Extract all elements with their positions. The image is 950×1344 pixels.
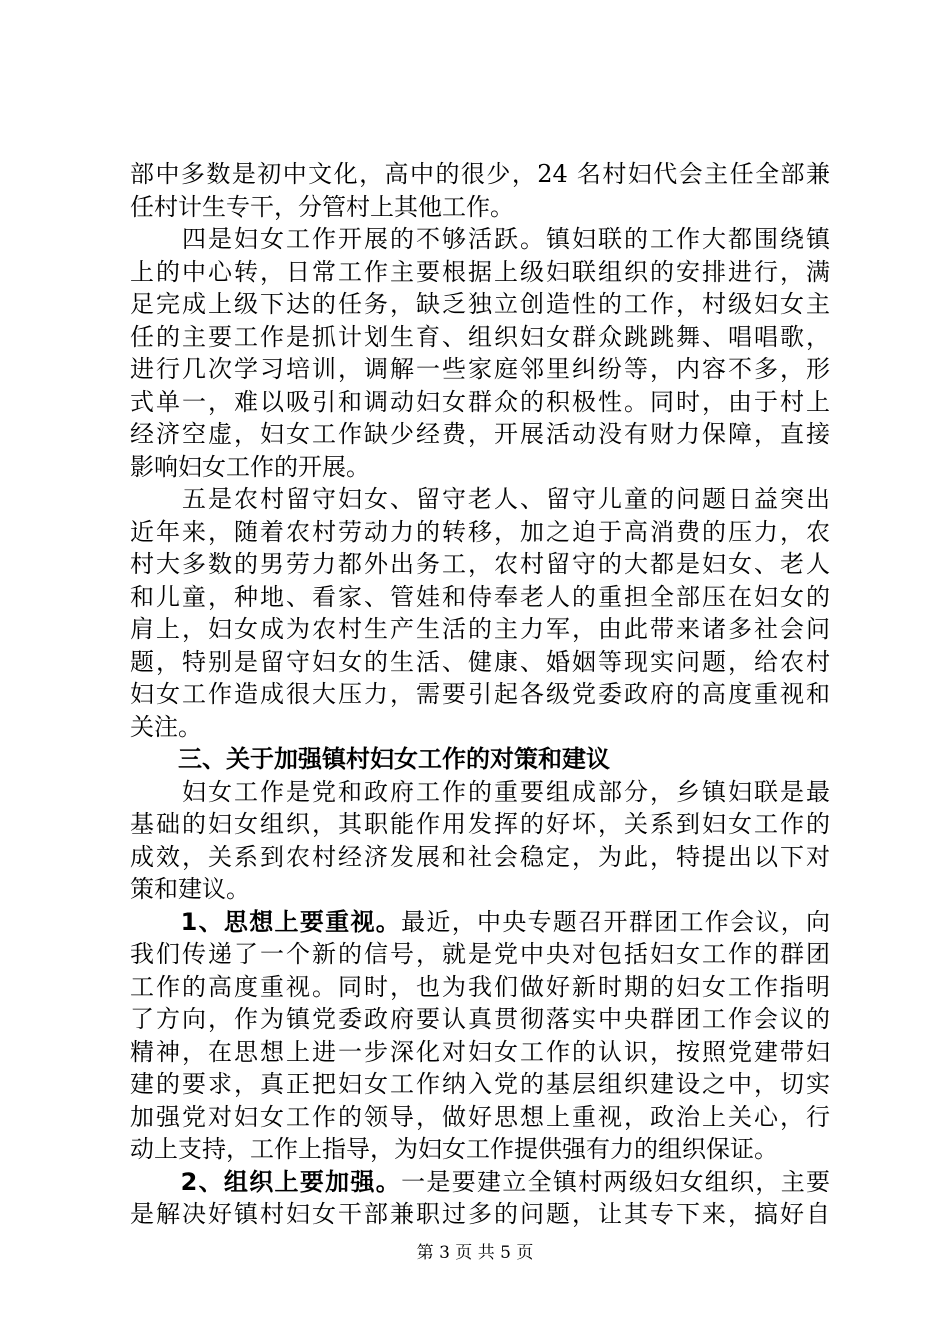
- body-line: 进行几次学习培训，调解一些家庭邻里纠纷等，内容不多，形: [130, 355, 830, 383]
- body-line: 任村计生专干，分管村上其他工作。: [130, 193, 514, 221]
- body-line: 关注。: [130, 713, 202, 741]
- body-line: 近年来，随着农村劳动力的转移，加之迫于高消费的压力，农: [130, 518, 830, 546]
- body-line: 加强党对妇女工作的领导，做好思想上重视，政治上关心，行: [130, 1103, 830, 1131]
- body-line: 策和建议。: [130, 875, 250, 903]
- body-line: 影响妇女工作的开展。: [130, 453, 370, 481]
- body-line: 精神，在思想上进一步深化对妇女工作的认识，按照党建带妇: [130, 1038, 830, 1066]
- body-text: 最近，中央专题召开群团工作会议，向: [401, 908, 831, 936]
- body-line: [130, 906, 830, 938]
- body-line: 肩上，妇女成为农村生产生活的主力军，由此带来诸多社会问: [130, 615, 830, 643]
- body-line: 了方向，作为镇党委政府要认真贯彻落实中央群团工作会议的: [130, 1005, 830, 1033]
- body-line: 妇女工作是党和政府工作的重要组成部分，乡镇妇联是最: [130, 778, 830, 806]
- body-line: 题，特别是留守妇女的生活、健康、婚姻等现实问题，给农村: [130, 648, 830, 676]
- body-line: 建的要求，真正把妇女工作纳入党的基层组织建设之中，切实: [130, 1070, 830, 1098]
- body-line: [130, 1166, 830, 1198]
- body-line: 五是农村留守妇女、留守老人、留守儿童的问题日益突出: [130, 485, 830, 513]
- body-line: 妇女工作造成很大压力，需要引起各级党委政府的高度重视和: [130, 680, 830, 708]
- body-line: 是解决好镇村妇女干部兼职过多的问题，让其专下来，搞好自: [130, 1200, 830, 1228]
- subheading-lead: 1、思想上要重视。: [130, 908, 402, 936]
- body-line: 任的主要工作是抓计划生育、组织妇女群众跳跳舞、唱唱歌，: [130, 323, 830, 351]
- body-line: 式单一，难以吸引和调动妇女群众的积极性。同时，由于村上: [130, 388, 830, 416]
- page-footer: 第 3 页 共 5 页: [416, 1243, 534, 1263]
- body-line: 部中多数是初中文化，高中的很少，24 名村妇代会主任全部兼: [130, 160, 830, 188]
- body-line: 成效，关系到农村经济发展和社会稳定，为此，特提出以下对: [130, 843, 830, 871]
- body-line: 动上支持，工作上指导，为妇女工作提供强有力的组织保证。: [130, 1135, 778, 1163]
- body-line: 村大多数的男劳力都外出务工，农村留守的大都是妇女、老人: [130, 550, 830, 578]
- body-line: 四是妇女工作开展的不够活跃。镇妇联的工作大都围绕镇: [130, 225, 830, 253]
- body-line: 经济空虚，妇女工作缺少经费，开展活动没有财力保障，直接: [130, 420, 830, 448]
- subheading-lead: 2、组织上要加强。: [130, 1168, 402, 1196]
- body-text: 一是要建立全镇村两级妇女组织，主要: [401, 1168, 831, 1196]
- section-heading: 三、关于加强镇村妇女工作的对策和建议: [130, 745, 610, 773]
- body-line: 基础的妇女组织，其职能作用发挥的好坏，关系到妇女工作的: [130, 810, 830, 838]
- body-line: 工作的高度重视。同时，也为我们做好新时期的妇女工作指明: [130, 973, 830, 1001]
- body-line: 足完成上级下达的任务，缺乏独立创造性的工作，村级妇女主: [130, 290, 830, 318]
- body-line: 上的中心转，日常工作主要根据上级妇联组织的安排进行，满: [130, 258, 830, 286]
- body-line: 我们传递了一个新的信号，就是党中央对包括妇女工作的群团: [130, 940, 830, 968]
- body-line: 和儿童，种地、看家、管娃和侍奉老人的重担全部压在妇女的: [130, 583, 830, 611]
